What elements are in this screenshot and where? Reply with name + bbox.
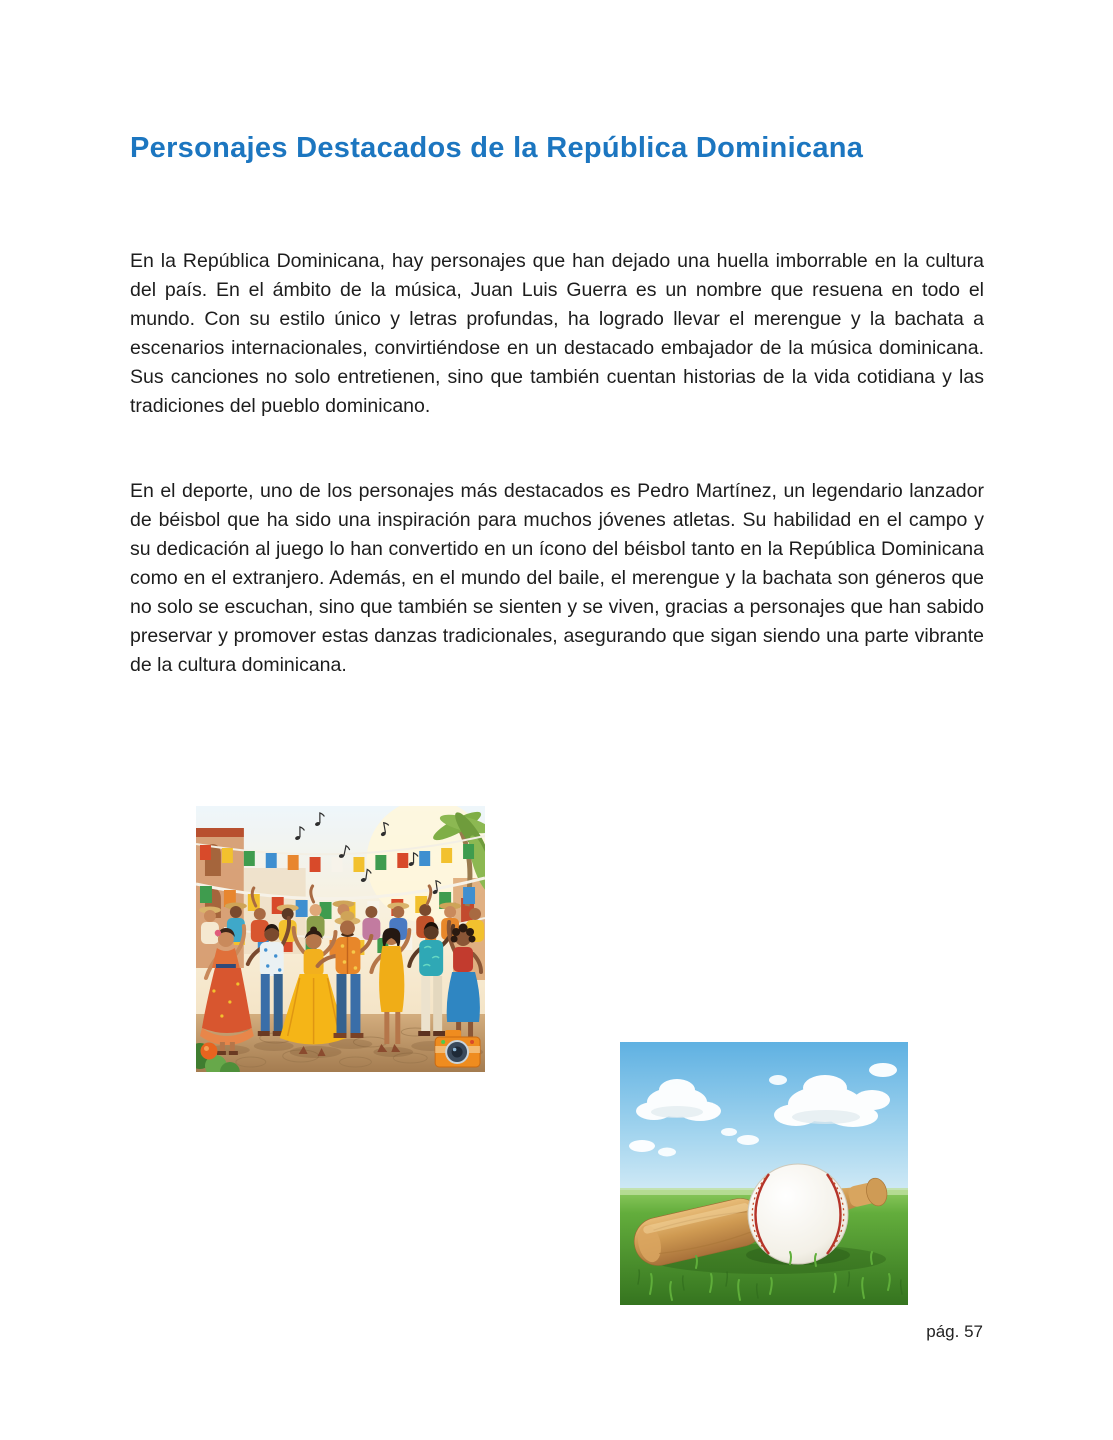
dance-festival-image (196, 806, 485, 1072)
baseball-bat-ball-image (620, 1042, 908, 1305)
paragraph-sports: En el deporte, uno de los personajes más destacados es Pedro Martínez, un legendario lanzador de béisbol que ha sido una inspiración para muchos jóvenes atletas. Su habilidad en el campo y su dedicación al juego lo han convertido en un ícono del béisbol tanto en la República Dominicana como en el extranjero. Además, en el mundo del baile, el merengue y la bachata son géneros que no solo se escuchan, sino que también se sienten y se viven, gracias a personajes que han sabido preservar y promover estas danzas tradicionales, asegurando que sigan siendo una parte vibrante de la cultura dominicana. (130, 480, 984, 676)
paragraph-music: En la República Dominicana, hay personajes que han dejado una huella imborrable en la cultura del país. En el ámbito de la música, Juan Luis Guerra es un nombre que resuena en todo el mundo. Con su estilo único y letras profundas, ha logrado llevar el merengue y la bachata a escenarios internacionales, convirtiéndose en un destacado embajador de la música dominicana. Sus canciones no solo entretienen, sino que también cuentan historias de la vida cotidiana y las tradiciones del pueblo dominicano. (130, 250, 984, 417)
page-number: pág. 57 (926, 1322, 983, 1341)
page-title: Personajes Destacados de la República Dominicana (130, 132, 864, 164)
